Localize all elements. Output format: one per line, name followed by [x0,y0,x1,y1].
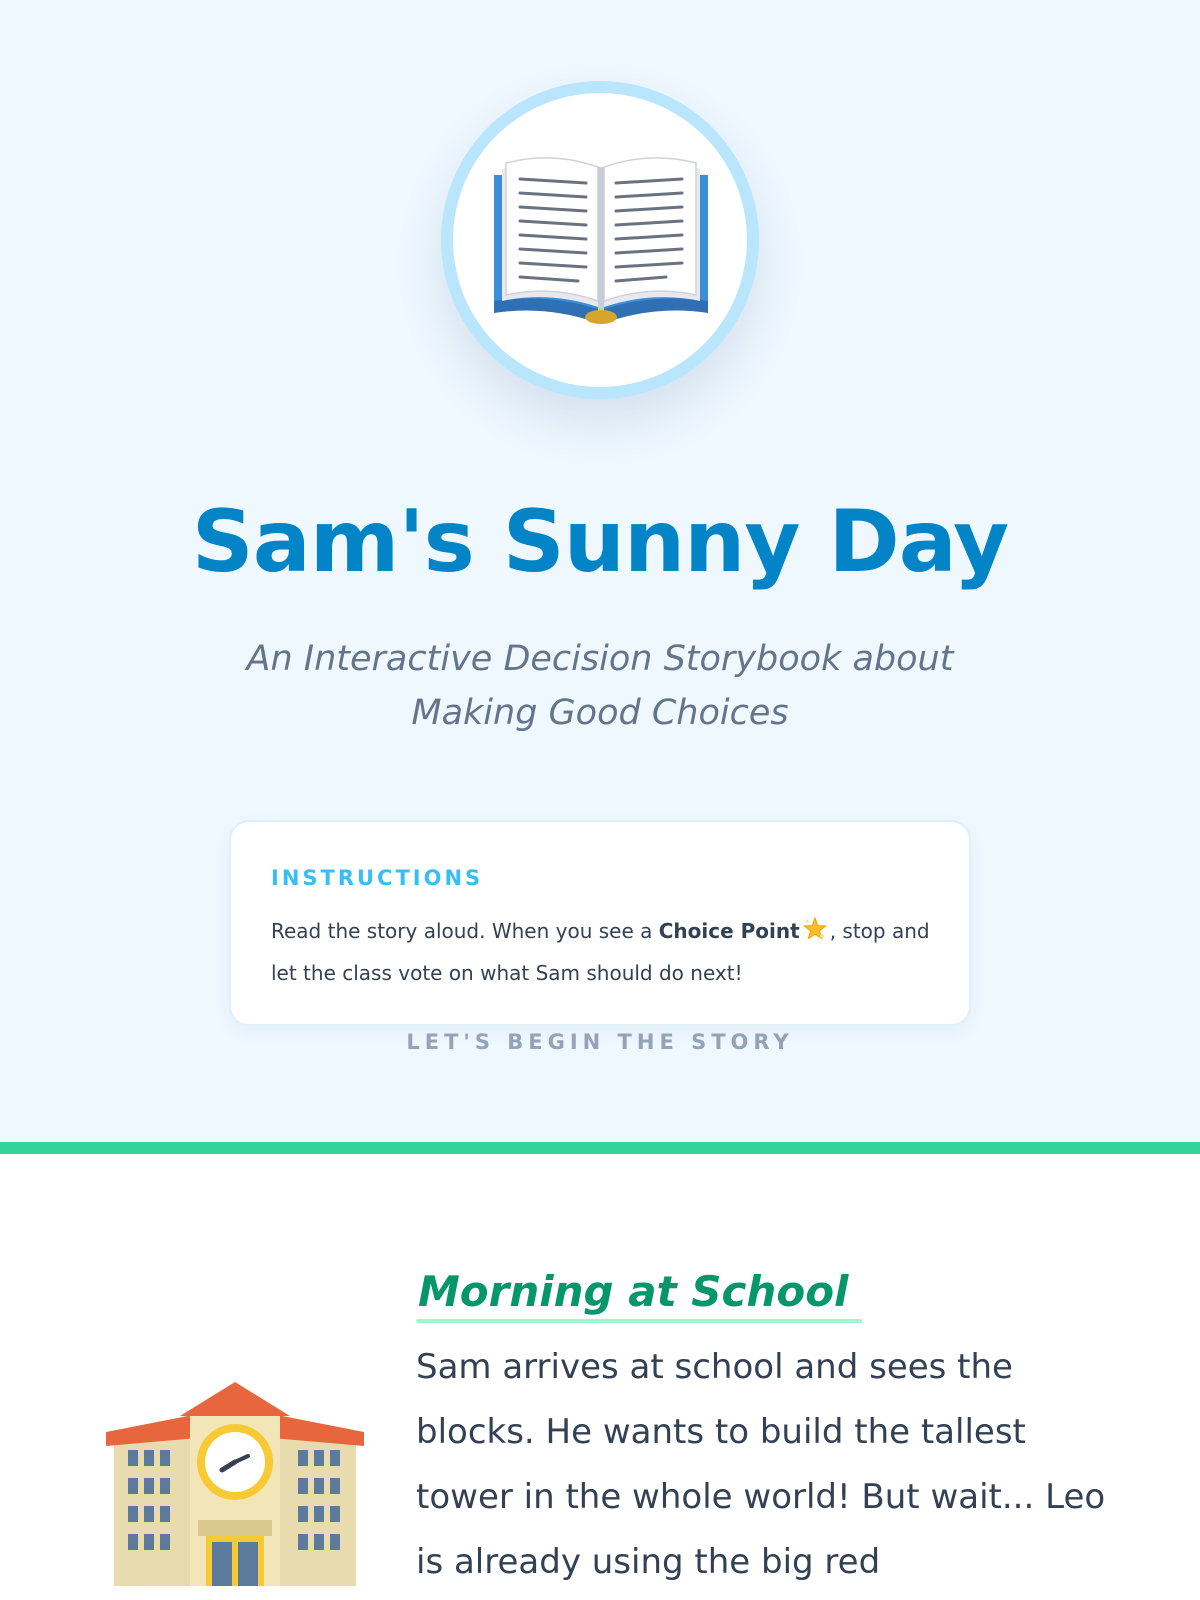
begin-story-label: LET'S BEGIN THE STORY [406,1030,794,1054]
scene-title-underline [416,1319,862,1323]
open-book-icon [486,151,716,331]
scene-title: Morning at School [418,1267,849,1316]
cover-badge [441,81,759,399]
instructions-text [271,912,931,992]
school-building-icon [106,1380,364,1594]
book-title: Sam's Sunny Day [191,492,1009,592]
instructions-heading: INSTRUCTIONS [271,866,484,890]
instructions-text-after: , stop and let the class vote on what Sam should do next! [271,919,930,985]
section-divider [0,1142,1200,1154]
choice-point-label: Choice Point [658,919,800,943]
book-subtitle: An Interactive Decision Storybook about Making Good Choices [246,639,954,733]
instructions-text-before: Read the story aloud. When you see a [271,919,659,943]
instructions-card [229,820,971,1026]
glowing-star-icon [802,916,828,954]
scene-text: Sam arrives at school and sees the blocks. He wants to build the tallest tower in the whole world! But wait... Leo is already using the big red [416,1347,1106,1582]
